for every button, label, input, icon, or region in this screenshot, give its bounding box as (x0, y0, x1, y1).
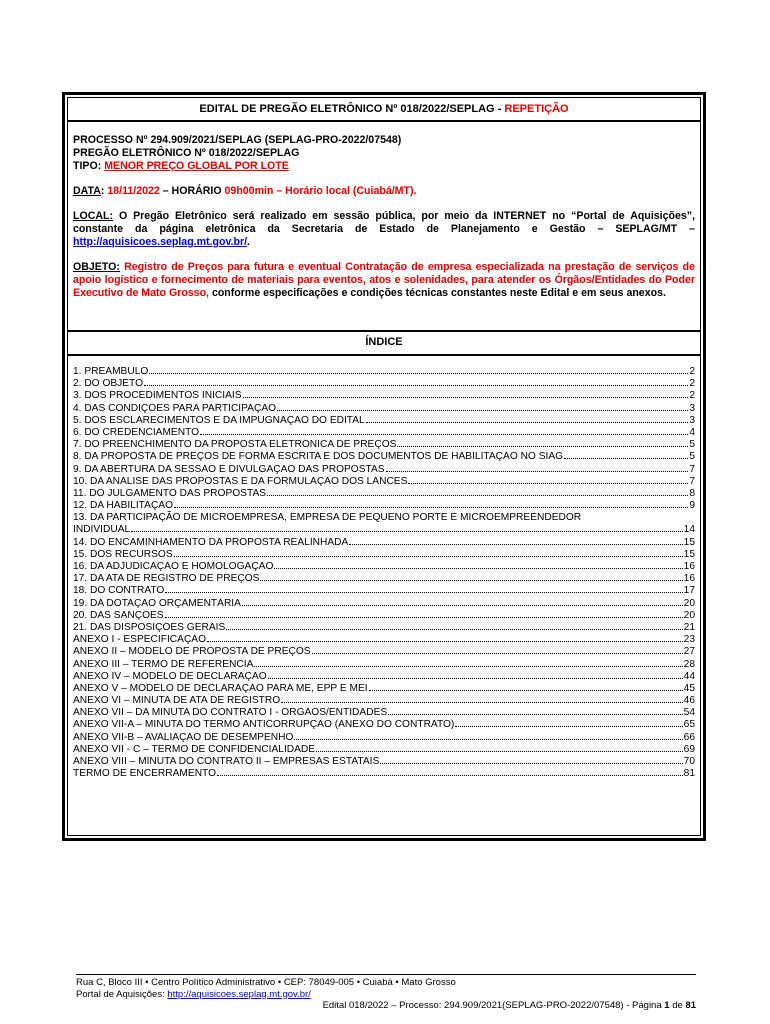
tipo-value: MENOR PREÇO GLOBAL POR LOTE (104, 160, 289, 172)
toc-item[interactable]: 9. DA ABERTURA DA SESSÃO E DIVULGAÇÃO DAS PROPOSTAS 7 (73, 463, 695, 475)
toc-item[interactable]: ANEXO VII-A – MINUTA DO TERMO ANTICORRUPÇÃO (ANEXO DO CONTRATO) 65 (73, 719, 695, 731)
toc-item[interactable]: INDIVIDUAL 14 (73, 524, 695, 536)
toc-item[interactable]: ANEXO VII - C – TERMO DE CONFIDENCIALIDADE 69 (73, 743, 695, 755)
toc-item[interactable]: ANEXO IV – MODELO DE DECLARAÇÃO 44 (73, 670, 695, 682)
toc-item[interactable]: ANEXO II – MODELO DE PROPOSTA DE PREÇOS 27 (73, 646, 695, 658)
toc-item[interactable]: 1. PREÂMBULO 2 (73, 366, 695, 377)
objeto-paragraph (73, 261, 695, 300)
footer-page-text: Edital 018/2022 – Processo: 294.909/2021(SEPLAG-PRO-2022/07548) - Página (322, 1000, 665, 1011)
tipo-line (73, 160, 695, 173)
toc-item[interactable]: 12. DA HABILITAÇÃO 9 (73, 500, 695, 512)
objeto-label: OBJETO: (73, 261, 120, 273)
footer-page-of: de (669, 1000, 686, 1011)
edital-title (68, 98, 700, 122)
edital-title-main: EDITAL DE PREGÃO ELETRÔNICO Nº 018/2022/SEPLAG - (199, 103, 505, 115)
toc-item[interactable]: 19. DA DOTAÇÃO ORÇAMENTÁRIA 20 (73, 597, 695, 609)
footer-page-total: 81 (685, 1000, 696, 1011)
footer-page-current: 1 (664, 1000, 670, 1011)
toc-item[interactable]: 21. DAS DISPOSIÇÕES GERAIS 21 (73, 621, 695, 633)
toc-item[interactable]: ANEXO I - ESPECIFICAÇÃO 23 (73, 634, 695, 646)
footer-address: Rua C, Bloco III • Centro Político Administrativo • CEP: 78049-005 • Cuiabá • Mato Grosso (76, 977, 456, 988)
toc-item[interactable]: 15. DOS RECURSOS 15 (73, 548, 695, 560)
data-sep: : (100, 185, 108, 197)
local-label: LOCAL: (73, 210, 114, 222)
toc-item[interactable]: 20. DAS SANÇÕES 20 (73, 609, 695, 621)
local-link[interactable]: http://aquisicoes.seplag.mt.gov.br/ (73, 236, 248, 248)
local-text: O Pregão Eletrônico será realizado em sessão pública, por meio da INTERNET no “Portal de Aquisições”, constante da página eletrônica da Secretaria de Estado de Planejamento e Gestão – SEPLAG/MT – (73, 210, 695, 235)
toc-item[interactable]: 7. DO PREENCHIMENTO DA PROPOSTA ELETRÔNICA DE PREÇOS 5 (73, 439, 695, 451)
edital-inner-box (67, 97, 701, 836)
toc-item[interactable]: ANEXO VII – DA MINUTA DO CONTRATO I - ÓRGÃOS/ENTIDADES 54 (73, 707, 695, 719)
toc-item[interactable]: ANEXO VII-B – AVALIAÇÃO DE DESEMPENHO 66 (73, 731, 695, 743)
footer-portal-link[interactable]: http://aquisicoes.seplag.mt.gov.br/ (167, 988, 311, 1000)
page-footer (76, 974, 696, 1012)
index-title: ÍNDICE (68, 330, 700, 356)
toc-item[interactable]: 11. DO JULGAMENTO DAS PROPOSTAS 8 (73, 487, 695, 499)
footer-portal-label: Portal de Aquisições: (76, 988, 168, 1000)
toc-item[interactable]: 8. DA PROPOSTA DE PREÇOS DE FORMA ESCRITA E DOS DOCUMENTOS DE HABILITAÇÃO NO SIAG 5 (73, 451, 695, 463)
toc-item[interactable]: 10. DA ANALISE DAS PROPOSTAS E DA FORMULAÇÃO DOS LANCES 7 (73, 475, 695, 487)
objeto-black-text: conforme especificações e condições técnicas constantes neste Edital e em seus anexos. (209, 287, 666, 299)
edital-title-suffix: REPETIÇÃO (504, 103, 569, 115)
toc-item[interactable]: ANEXO V – MODELO DE DECLARAÇÃO PARA ME, EPP E MEI 45 (73, 682, 695, 694)
toc-item[interactable]: TERMO DE ENCERRAMENTO 81 (73, 768, 695, 780)
toc-item[interactable]: ANEXO VIII – MINUTA DO CONTRATO II – EMPRESAS ESTATAIS 70 (73, 756, 695, 768)
data-line (73, 185, 695, 198)
toc-item[interactable]: 16. DA ADJUDICAÇÃO E HOMOLOGAÇÃO 16 (73, 561, 695, 573)
toc-item[interactable]: ANEXO VI – MINUTA DE ATA DE REGISTRO 46 (73, 695, 695, 707)
hora-label: – HORÁRIO (159, 185, 225, 197)
footer-portal (76, 989, 696, 1001)
toc-item[interactable]: 6. DO CREDENCIAMENTO 4 (73, 426, 695, 438)
footer-divider (76, 974, 696, 975)
toc-item[interactable]: 2. DO OBJETO 2 (73, 378, 695, 390)
toc-item[interactable]: 3. DOS PROCEDIMENTOS INICIAIS 2 (73, 390, 695, 402)
toc-item[interactable]: 14. DO ENCAMINHAMENTO DA PROPOSTA REALINHADA 15 (73, 536, 695, 548)
edital-frame (62, 92, 706, 841)
hora-value: 09h00min – Horário local (Cuiabá/MT). (224, 185, 417, 197)
toc-item-line1[interactable]: 13. DA PARTICIPAÇÃO DE MICROEMPRESA, EMPRESA DE PEQUENO PORTE E MICROEMPREENDEDOR (73, 512, 582, 524)
edital-info (73, 134, 695, 300)
toc-item[interactable]: 17. DA ATA DE REGISTRO DE PREÇOS 16 (73, 573, 695, 585)
toc-item[interactable]: 5. DOS ESCLARECIMENTOS E DA IMPUGNAÇÃO DO EDITAL 3 (73, 414, 695, 426)
footer-page-info (76, 1000, 696, 1012)
local-paragraph (73, 210, 695, 249)
table-of-contents (73, 366, 695, 780)
tipo-label: TIPO: (73, 160, 105, 172)
processo-line: PROCESSO Nº 294.909/2021/SEPLAG (SEPLAG-PRO-2022/07548) (73, 134, 402, 146)
toc-item[interactable]: ANEXO III – TERMO DE REFERÊNCIA 28 (73, 658, 695, 670)
pregao-line: PREGÃO ELETRÔNICO Nº 018/2022/SEPLAG (73, 147, 300, 159)
data-value: 18/11/2022 (107, 185, 160, 197)
data-label: DATA (73, 185, 101, 197)
toc-item[interactable]: 4. DAS CONDIÇÕES PARA PARTICIPAÇÃO 3 (73, 402, 695, 414)
toc-item[interactable]: 18. DO CONTRATO 17 (73, 585, 695, 597)
objeto-red-text: Registro de Preços para futura e eventual Contratação de empresa especializada na prestação de serviços de apoio logístico e fornecimento de materiais para eventos, atos e solenidades, para atender os Órgãos/Entidades do Poder Executivo de Mato Grosso, (73, 261, 695, 299)
local-end: . (247, 236, 250, 248)
